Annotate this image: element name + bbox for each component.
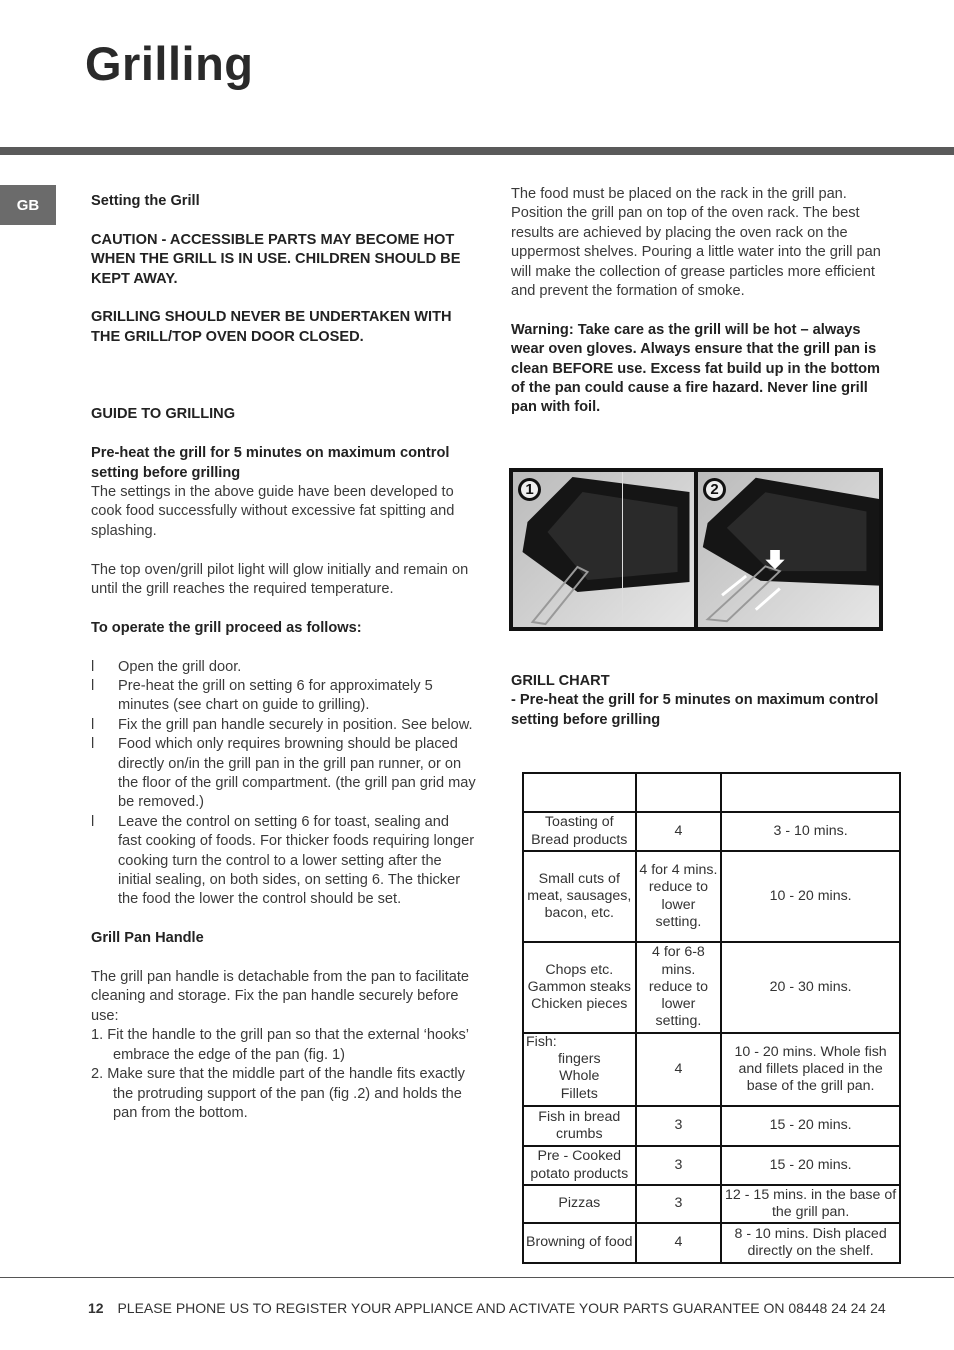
language-tab: GB bbox=[0, 185, 56, 225]
steps-list bbox=[91, 658, 476, 910]
time-cell: 20 - 30 mins. bbox=[721, 942, 900, 1033]
table-header-row bbox=[523, 773, 900, 812]
never-text: GRILLING SHOULD NEVER BE UNDERTAKEN WITH THE GRILL/TOP OVEN DOOR CLOSED. bbox=[91, 309, 452, 345]
page-title: Grilling bbox=[85, 37, 254, 90]
page-number: 12 bbox=[88, 1300, 104, 1316]
warning-text: Warning: Take care as the grill will be hot – always wear oven gloves. Always ensure that the grill pan is clean BEFORE use. Excess fat build up in the bottom of the pan could cause a fire hazard. Never line grill pan with foil. bbox=[511, 321, 880, 416]
figure-1 bbox=[513, 472, 694, 627]
food-cell: Toasting of Bread products bbox=[523, 812, 636, 851]
setting-cell: 3 bbox=[636, 1185, 722, 1223]
table-row bbox=[523, 1033, 900, 1106]
fish-fingers: fingers bbox=[557, 1051, 601, 1068]
food-cell bbox=[523, 1033, 636, 1106]
time-cell: 8 - 10 mins. Dish placed directly on the shelf. bbox=[721, 1223, 900, 1263]
figure-2 bbox=[698, 472, 879, 627]
list-item: l Open the grill door. bbox=[91, 658, 476, 677]
setting-cell: 3 bbox=[636, 1106, 722, 1146]
footer-text: PLEASE PHONE US TO REGISTER YOUR APPLIANCE AND ACTIVATE YOUR PARTS GUARANTEE ON 08448 24 24 24 bbox=[117, 1300, 886, 1316]
list-item: l Pre-heat the grill on setting 6 for approximately 5 minutes (see chart on guide to grilling). bbox=[91, 677, 476, 716]
food-cell: Pizzas bbox=[523, 1185, 636, 1223]
time-cell: 3 - 10 mins. bbox=[721, 812, 900, 851]
footer bbox=[88, 1300, 886, 1316]
setting-cell: 4 for 4 mins. reduce to lower setting. bbox=[636, 851, 722, 942]
grill-pan-figures bbox=[509, 468, 883, 631]
handle-step-2: 2. Make sure that the middle part of the handle fits exactly the protruding support of the pan (fig .2) and holds the pan from the bottom. bbox=[91, 1066, 465, 1121]
caution-text: CAUTION - ACCESSIBLE PARTS MAY BECOME HOT WHEN THE GRILL IS IN USE. CHILDREN SHOULD BE KEPT AWAY. bbox=[91, 231, 461, 287]
preheat-text: The settings in the above guide have been developed to cook food successfully without excessive fat spitting and splashing. bbox=[91, 484, 455, 539]
figure-number: 1 bbox=[518, 478, 541, 501]
operate-heading: To operate the grill proceed as follows: bbox=[91, 619, 362, 636]
chart-heading: GRILL CHART bbox=[511, 673, 610, 689]
footer-divider bbox=[0, 1277, 954, 1278]
fish-fillets: Fillets bbox=[560, 1085, 598, 1102]
table-row bbox=[523, 1106, 900, 1146]
time-cell: 12 - 15 mins. in the base of the grill pan. bbox=[721, 1185, 900, 1223]
setting-cell: 4 bbox=[636, 1223, 722, 1263]
chart-subheading: - Pre-heat the grill for 5 minutes on maximum control setting before grilling bbox=[511, 692, 879, 728]
table-row bbox=[523, 812, 900, 851]
handle-heading: Grill Pan Handle bbox=[91, 930, 204, 947]
handle-step-1: 1. Fit the handle to the grill pan so that the external ‘hooks’ embrace the edge of the pan (fig. 1) bbox=[91, 1027, 469, 1063]
guide-heading: GUIDE TO GRILLING bbox=[91, 406, 236, 423]
time-cell: 10 - 20 mins. Whole fish and fillets placed in the base of the grill pan. bbox=[721, 1033, 900, 1106]
grill-pan-image bbox=[513, 472, 694, 627]
food-cell: Browning of food bbox=[523, 1223, 636, 1263]
fish-label: Fish: bbox=[526, 1034, 557, 1050]
table-row bbox=[523, 942, 900, 1033]
table-row bbox=[523, 1146, 900, 1185]
fish-whole: Whole bbox=[559, 1068, 600, 1085]
food-text: The food must be placed on the rack in the grill pan. Position the grill pan on top of the oven rack. The best results are achieved by placing the oven rack on the uppermost shelves. Pouring a little water into the grill pan will make the collection of grease particles more efficient and prevent the formation of smoke. bbox=[511, 186, 881, 300]
list-item: l Fix the grill pan handle securely in position. See below. bbox=[91, 716, 476, 735]
figure-number: 2 bbox=[703, 478, 726, 501]
food-cell: Fish in bread crumbs bbox=[523, 1106, 636, 1146]
food-cell: Small cuts of meat, sausages, bacon, etc. bbox=[523, 851, 636, 942]
grill-pan-image bbox=[698, 472, 879, 627]
setting-cell: 3 bbox=[636, 1146, 722, 1185]
header-divider bbox=[0, 147, 954, 155]
list-item: l Food which only requires browning should be placed directly on/in the grill pan in the grill pan runner, or on the floor of the grill compartment. (the grill pan grid may be removed.) bbox=[91, 735, 476, 813]
right-column bbox=[511, 185, 886, 418]
time-cell: 10 - 20 mins. bbox=[721, 851, 900, 942]
list-item: l Leave the control on setting 6 for toast, sealing and fast cooking of foods. For thicker foods requiring longer cooking turn the control to a lower setting after the initial sealing, on both sides, on setting 6. The thicker the food the lower the control should be set. bbox=[91, 813, 476, 910]
handle-text: The grill pan handle is detachable from the pan to facilitate cleaning and storage. Fix the pan handle securely before use: bbox=[91, 969, 470, 1024]
setting-heading: Setting the Grill bbox=[91, 193, 200, 209]
time-cell: 15 - 20 mins. bbox=[721, 1106, 900, 1146]
food-cell: Chops etc. Gammon steaks Chicken pieces bbox=[523, 942, 636, 1033]
table-row bbox=[523, 1223, 900, 1263]
left-column bbox=[91, 192, 476, 1123]
setting-cell: 4 for 6-8 mins. reduce to lower setting. bbox=[636, 942, 722, 1033]
table-row bbox=[523, 1185, 900, 1223]
setting-cell: 4 bbox=[636, 812, 722, 851]
setting-cell: 4 bbox=[636, 1033, 722, 1106]
table-row bbox=[523, 851, 900, 942]
time-cell: 15 - 20 mins. bbox=[721, 1146, 900, 1185]
preheat-heading: Pre-heat the grill for 5 minutes on maximum control setting before grilling bbox=[91, 445, 450, 481]
grill-chart-table bbox=[522, 772, 901, 1264]
food-cell: Pre - Cooked potato products bbox=[523, 1146, 636, 1185]
pilot-text: The top oven/grill pilot light will glow initially and remain on until the grill reaches the required temperature. bbox=[91, 561, 469, 598]
grill-chart-heading-block bbox=[511, 672, 886, 730]
